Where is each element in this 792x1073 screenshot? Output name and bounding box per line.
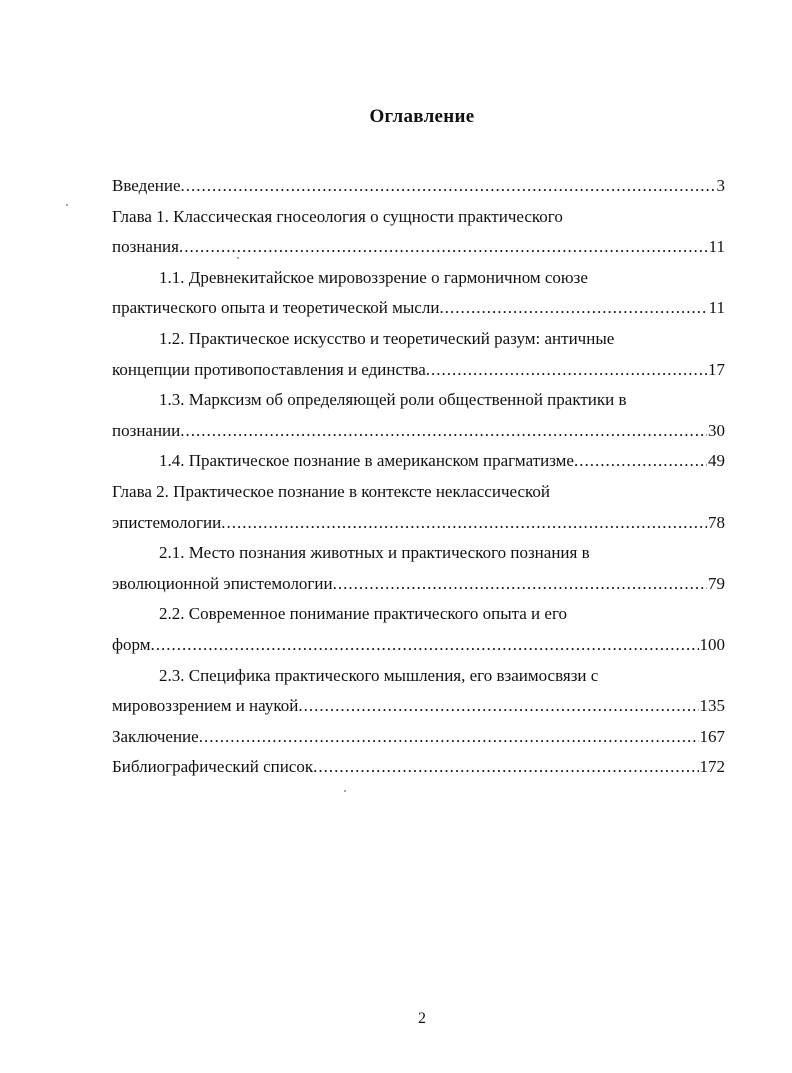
table-of-contents — [112, 171, 725, 783]
toc-entry-text: эпистемологии — [112, 512, 222, 532]
toc-entry-text: Заключение — [112, 726, 199, 746]
toc-entry — [112, 752, 725, 783]
toc-entry-text: практического опыта и теоретической мысли — [112, 298, 440, 318]
toc-entry-text: 2.1. Место познания животных и практического познания в — [159, 543, 590, 563]
toc-entry — [112, 385, 725, 446]
toc-page-number: 78 — [708, 512, 725, 532]
dot-leader — [439, 293, 707, 324]
toc-entry-text: 1.1. Древнекитайское мировоззрение о гармоничном союзе — [159, 267, 588, 287]
toc-entry — [112, 324, 725, 385]
toc-entry — [112, 722, 725, 753]
dot-leader — [333, 569, 707, 600]
toc-entry — [112, 599, 725, 660]
page-number: 2 — [418, 1010, 426, 1027]
toc-entry-text: концепции противопоставления и единства — [112, 359, 426, 379]
toc-page-number: 30 — [708, 420, 725, 440]
toc-entry-text: 1.4. Практическое познание в американском прагматизме — [159, 451, 574, 471]
scan-speck — [66, 204, 68, 206]
dot-leader — [181, 171, 716, 202]
toc-entry — [112, 171, 725, 202]
toc-title: Оглавление — [369, 106, 475, 127]
toc-entry-text: Введение — [112, 176, 181, 195]
toc-entry-text: Библиографический список — [112, 757, 314, 777]
toc-page-number: 11 — [708, 298, 725, 318]
dot-leader — [298, 691, 698, 722]
scan-speck — [344, 790, 346, 792]
dot-leader — [151, 630, 699, 661]
toc-entry-text: мировоззрением и наукой — [112, 696, 299, 716]
toc-entry — [112, 538, 725, 599]
toc-page-number: 3 — [716, 176, 725, 195]
dot-leader — [426, 355, 707, 386]
toc-entry — [112, 661, 725, 722]
toc-entry-text: Глава 2. Практическое познание в контексте неклассической — [112, 481, 550, 501]
dot-leader — [199, 722, 699, 753]
toc-entry-text: познания — [112, 237, 179, 257]
toc-entry-text: Глава 1. Классическая гносеология о сущности практического — [112, 206, 563, 226]
toc-page-number: 135 — [699, 696, 725, 716]
toc-entry-text: форм — [112, 634, 151, 654]
toc-page-number: 79 — [708, 573, 725, 593]
toc-entry-text: 2.2. Современное понимание практического опыта и его — [159, 604, 567, 624]
toc-entry — [112, 477, 725, 538]
toc-page-number: 17 — [708, 359, 725, 379]
toc-page-number: 167 — [699, 726, 725, 746]
toc-entry — [112, 202, 725, 263]
toc-entry-text: 2.3. Специфика практического мышления, его взаимосвязи с — [159, 665, 599, 685]
toc-entry-text: 1.2. Практическое искусство и теоретический разум: античные — [159, 328, 615, 348]
toc-entry-text: познании — [112, 420, 181, 440]
dot-leader — [221, 508, 707, 539]
scan-speck — [237, 257, 239, 259]
dot-leader — [180, 416, 707, 447]
dot-leader — [179, 232, 708, 263]
toc-entry — [112, 263, 725, 324]
toc-page-number: 49 — [708, 451, 725, 471]
toc-page-number: 100 — [699, 634, 725, 654]
toc-entry — [112, 446, 725, 477]
toc-entry-text: 1.3. Марксизм об определяющей роли общественной практики в — [159, 390, 627, 410]
dot-leader — [313, 752, 698, 783]
toc-page-number: 172 — [699, 757, 725, 777]
toc-page-number: 11 — [708, 237, 725, 257]
toc-entry-text: эволюционной эпистемологии — [112, 573, 333, 593]
dot-leader — [574, 446, 707, 477]
